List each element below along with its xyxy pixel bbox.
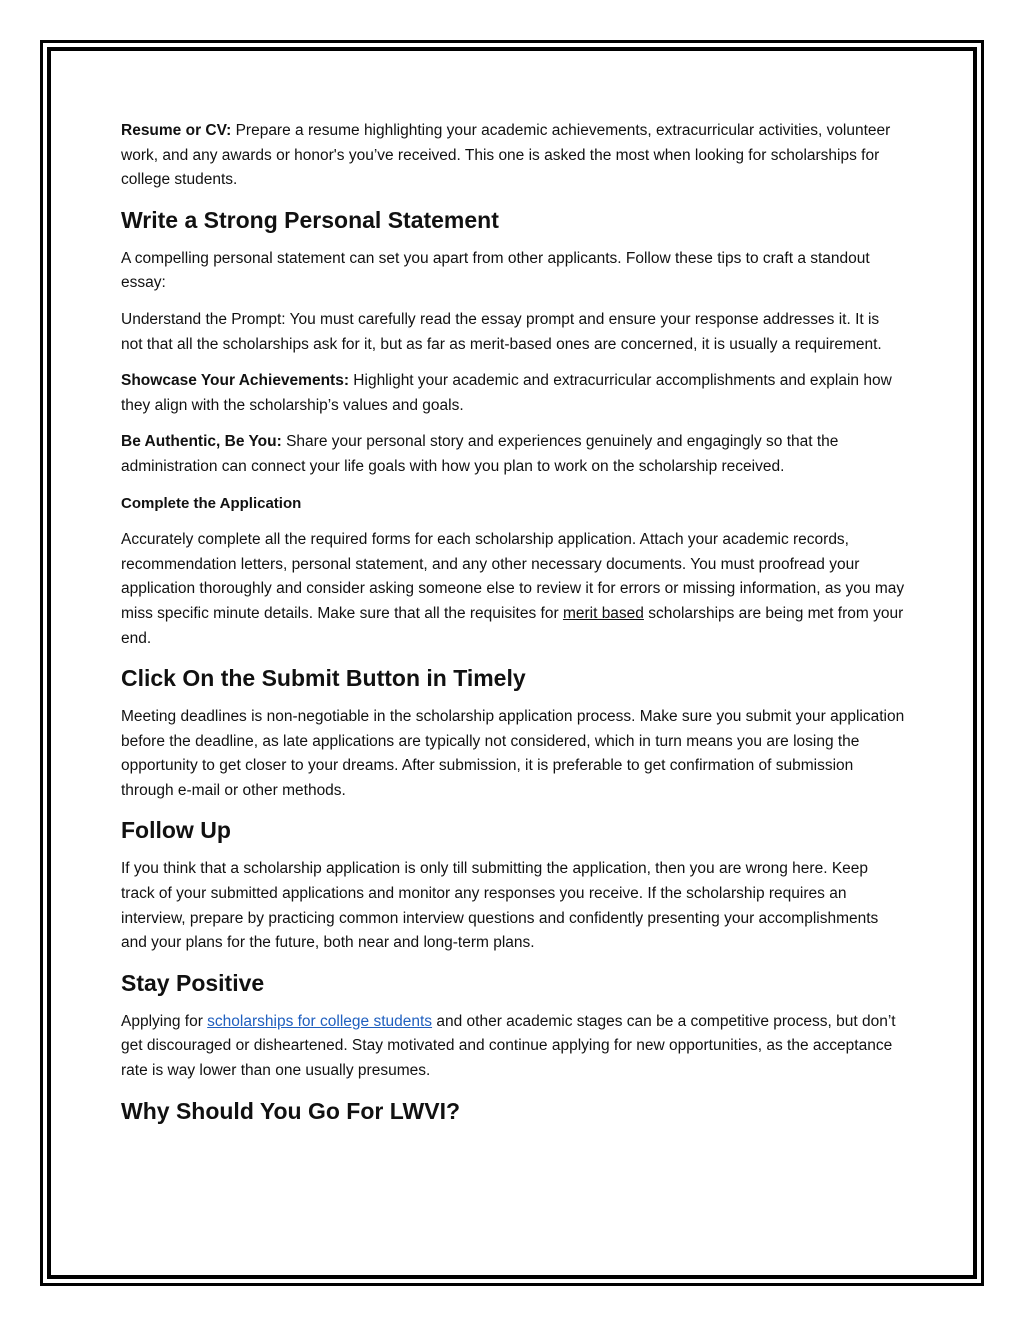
achievements-paragraph [121,369,905,418]
follow-up-paragraph: If you think that a scholarship application is only till submitting the application, then you are wrong here. Keep track of your submitted applications and monitor any responses you receive. If the scholarship requires an interview, prepare by practicing common interview questions and confidently presenting your accomplishments and your plans for the future, both near and long-term plans. [121,860,879,952]
authentic-text: Share your personal story and experiences genuinely and engagingly so that the administration can connect your life goals with how you plan to work on the scholarship received. [121,433,839,475]
heading-complete-application: Complete the Application [121,494,302,512]
submit-paragraph: Meeting deadlines is non-negotiable in the scholarship application process. Make sure you submit your application before the deadline, as late applications are typically not considered, which in turn means you are losing the opportunity to get closer to your dreams. After submission, it is preferable to get confirmation of submission through e-mail or other methods. [121,708,905,799]
heading-follow-up: Follow Up [121,817,231,844]
heading-personal-statement: Write a Strong Personal Statement [121,206,499,233]
complete-application-text-end: scholarships are being met from your end. [121,604,904,647]
heading-submit: Click On the Submit Button in Timely [121,665,526,692]
achievements-text: Highlight your academic and extracurricular accomplishments and explain how they align with the scholarship’s values and goals. [121,372,892,414]
heading-why-lwvi: Why Should You Go For LWVI? [121,1097,461,1124]
heading-stay-positive: Stay Positive [121,969,265,996]
document-body [121,119,905,1138]
merit-based-link[interactable]: merit based [562,604,644,622]
authentic-lead: Be Authentic, Be You: [121,433,282,451]
complete-application-text: Accurately complete all the required forms for each scholarship application. Attach your academic records, recommendation letters, personal statement, and any other necessary documents. You must proofread your application thoroughly and consider asking someone else to review it for errors or missing information, as you may miss specific minute details. Make sure that all the requisites for [121,531,905,622]
resume-paragraph [121,119,905,193]
achievements-lead: Showcase Your Achievements: [121,372,349,390]
understand-prompt-paragraph: Understand the Prompt: You must carefully read the essay prompt and ensure your response addresses it. It is not that all the scholarships ask for it, but as far as merit-based ones are concerned, it is usually a requirement. [121,310,882,353]
resume-lead: Resume or CV: [121,122,232,139]
personal-statement-intro: A compelling personal statement can set you apart from other applicants. Follow these tips to craft a standout essay: [121,249,870,292]
stay-positive-text-end: and other academic stages can be a competitive process, but don’t get discouraged or disheartened. Stay motivated and continue applying for new opportunities, as the acceptance rate is way lower than one usually presumes. [121,1012,896,1080]
stay-positive-paragraph [121,1010,905,1084]
scholarships-link[interactable]: scholarships for college students [207,1012,433,1030]
complete-application-paragraph [121,528,905,651]
authentic-paragraph [121,430,905,479]
stay-positive-text: Applying for [121,1012,208,1030]
resume-text: Prepare a resume highlighting your academic achievements, extracurricular activities, volunteer work, and any awards or honor's you’ve received. This one is asked the most when looking for scholarships for college students. [121,122,891,189]
